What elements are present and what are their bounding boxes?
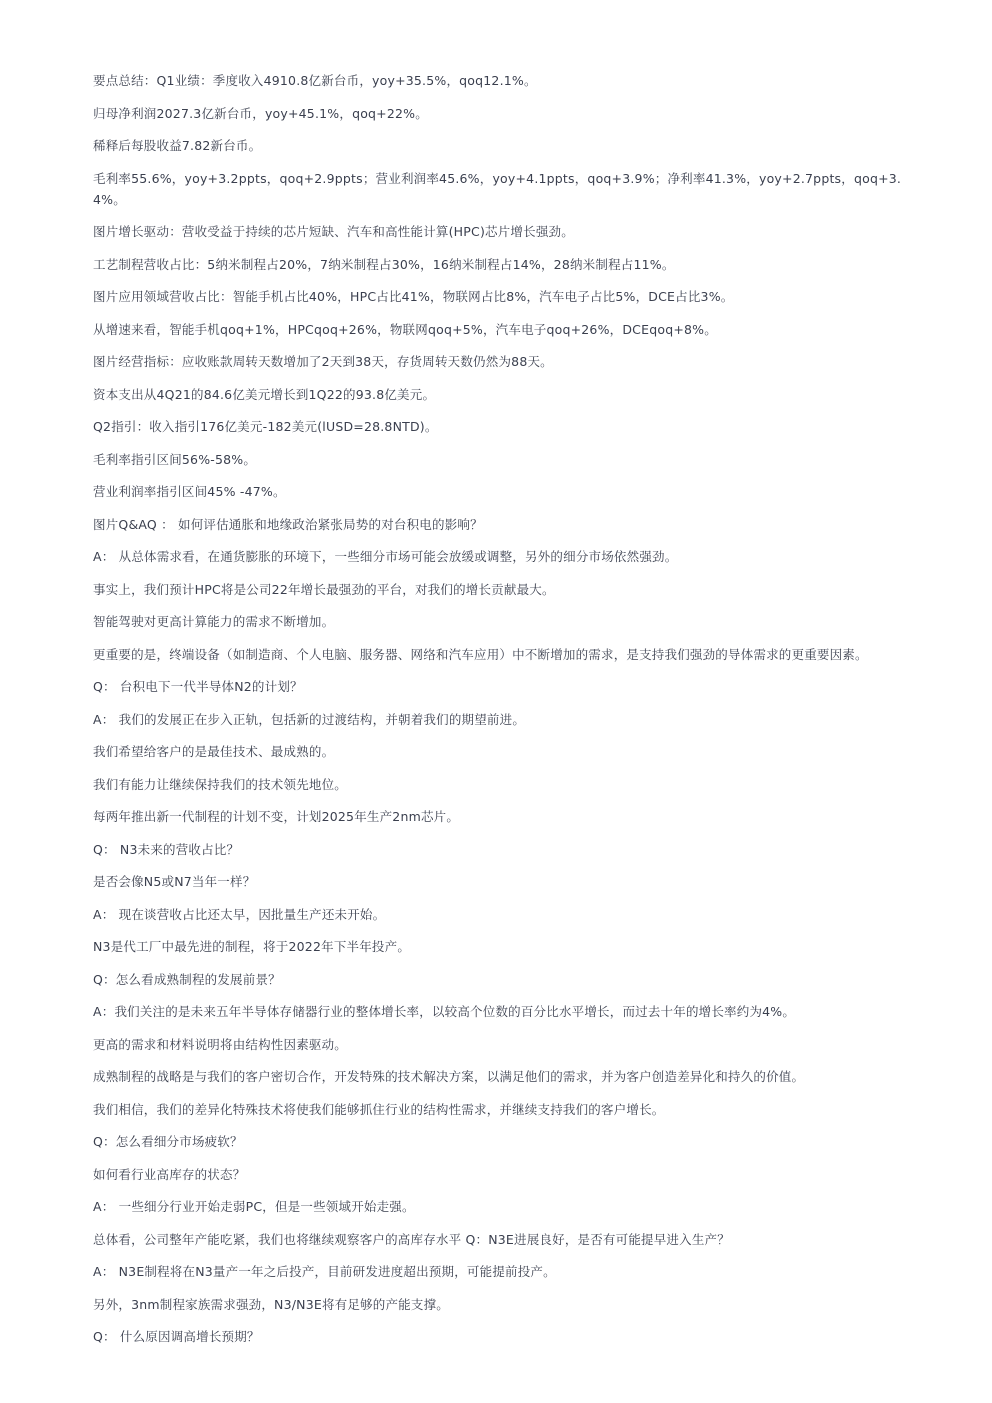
paragraph-operating-margin-guidance: 营业利润率指引区间45% -47%。 [93,484,286,499]
paragraph-gross-margin-guidance: 毛利率指引区间56%-58%。 [93,451,257,467]
paragraph-smart-driving: 智能驾驶对更高计算能力的需求不断增加。 [93,614,335,629]
paragraph-qa-inflation-answer: A： 从总体需求看，在通货膨胀的环境下，一些细分市场可能会放缓或调整，另外的细分市场依然强劲。 [93,549,678,564]
paragraph-end-device-demand: 更重要的是，终端设备（如制造商、个人电脑、服务器、网络和汽车应用）中不断增加的需求，是支持我们强劲的导体需求的更重要因素。 [93,646,868,662]
paragraph-qa-n3e-answer: A： N3E制程将在N3量产一年之后投产，目前研发进度超出预期，可能提前投产。 [93,1264,556,1279]
paragraph-qa-n2-answer: A： 我们的发展正在步入正轨，包括新的过渡结构，并朝着我们的期望前进。 [93,711,526,727]
paragraph-mature-strategy: 成熟制程的战略是与我们的客户密切合作，开发特殊的技术解决方案，以满足他们的需求，并为客户创造差异化和持久的价值。 [93,1069,805,1084]
paragraph-3nm-capacity: 另外，3nm制程家族需求强劲，N3/N3E将有足够的产能支撑。 [93,1296,449,1312]
paragraph-best-technology: 我们希望给客户的是最佳技术、最成熟的。 [93,744,335,759]
paragraph-growth-drivers: 图片增长驱动：营收受益于持续的芯片短缺、汽车和高性能计算(HPC)芯片增长强劲。 [93,224,574,239]
paragraph-growth-rates: 从增速来看，智能手机qoq+1%，HPCqoq+26%，物联网qoq+5%，汽车电子qoq+26%，DCEqoq+8%。 [93,321,717,337]
paragraph-qa-n3-followup: 是否会像N5或N7当年一样？ [93,874,256,889]
paragraph-qa-weak-segment-answer: A： 一些细分行业开始走弱PC，但是一些领域开始走强。 [93,1199,415,1214]
paragraph-n3-production: N3是代工厂中最先进的制程，将于2022年下半年投产。 [93,939,411,954]
paragraph-qa-n3-question: Q： N3未来的营收占比？ [93,841,240,857]
paragraph-qa-n3-answer: A： 现在谈营收占比还太早，因批量生产还未开始。 [93,906,386,922]
paragraph-capex: 资本支出从4Q21的84.6亿美元增长到1Q22的93.8亿美元。 [93,386,436,402]
paragraph-structural-demand: 更高的需求和材料说明将由结构性因素驱动。 [93,1036,348,1052]
paragraph-qa-weak-segment-question: Q：怎么看细分市场疲软？ [93,1134,243,1149]
paragraph-qa-mature-process-answer: A：我们关注的是未来五年半导体存储器行业的整体增长率，以较高个位数的百分比水平增长，而过去十年的增长率约为4%。 [93,1004,796,1019]
paragraph-hpc-growth: 事实上，我们预计HPC将是公司22年增长最强劲的平台，对我们的增长贡献最大。 [93,581,555,597]
paragraph-process-revenue-share: 工艺制程营收占比：5纳米制程占20%，7纳米制程占30%，16纳米制程占14%，28纳米制程占11%。 [93,256,675,272]
paragraph-qa-mature-process-question: Q：怎么看成熟制程的发展前景？ [93,971,281,987]
paragraph-capacity-and-n3e-question: 总体看，公司整年产能吃紧，我们也将继续观察客户的高库存水平 Q：N3E进展良好，是否有可能提早进入生产？ [93,1231,730,1247]
paragraph-tech-leadership: 我们有能力让继续保持我们的技术领先地位。 [93,776,348,792]
paragraph-net-profit: 归母净利润2027.3亿新台币，yoy+45.1%，qoq+22%。 [93,105,428,121]
paragraph-eps: 稀释后每股收益7.82新台币。 [93,138,262,153]
paragraph-qa-n2-question: Q： 台积电下一代半导体N2的计划？ [93,679,303,694]
paragraph-qa-inflation-question: 图片Q&AQ ： 如何评估通胀和地缘政治紧张局势的对台积电的影响？ [93,516,483,532]
paragraph-margins: 毛利率55.6%，yoy+3.2ppts，qoq+2.9ppts；营业利润率45.6%，yoy+4.1ppts，qoq+3.9%；净利率41.3%，yoy+2.7ppts，qoq+3.4%。 [93,170,902,207]
paragraph-operating-metrics: 图片经营指标：应收账款周转天数增加了2天到38天，存货周转天数仍然为88天。 [93,354,553,369]
paragraph-differentiated-tech: 我们相信，我们的差异化特殊技术将使我们能够抓住行业的结构性需求，并继续支持我们的客户增长。 [93,1101,665,1117]
paragraph-qa-inventory-question: 如何看行业高库存的状态？ [93,1166,246,1182]
paragraph-2nm-plan: 每两年推出新一代制程的计划不变，计划2025年生产2nm芯片。 [93,809,460,824]
paragraph-application-revenue-share: 图片应用领域营收占比：智能手机占比40%，HPC占比41%，物联网占比8%，汽车电子占比5%，DCE占比3%。 [93,289,734,304]
paragraph-q2-guidance: Q2指引：收入指引176亿美元-182美元(lUSD=28.8NTD)。 [93,419,438,434]
document-body [93,70,908,1359]
paragraph-q1-results: 要点总结：Q1业绩：季度收入4910.8亿新台币，yoy+35.5%，qoq12.1%。 [93,73,537,88]
paragraph-qa-growth-forecast-question: Q： 什么原因调高增长预期？ [93,1329,260,1344]
